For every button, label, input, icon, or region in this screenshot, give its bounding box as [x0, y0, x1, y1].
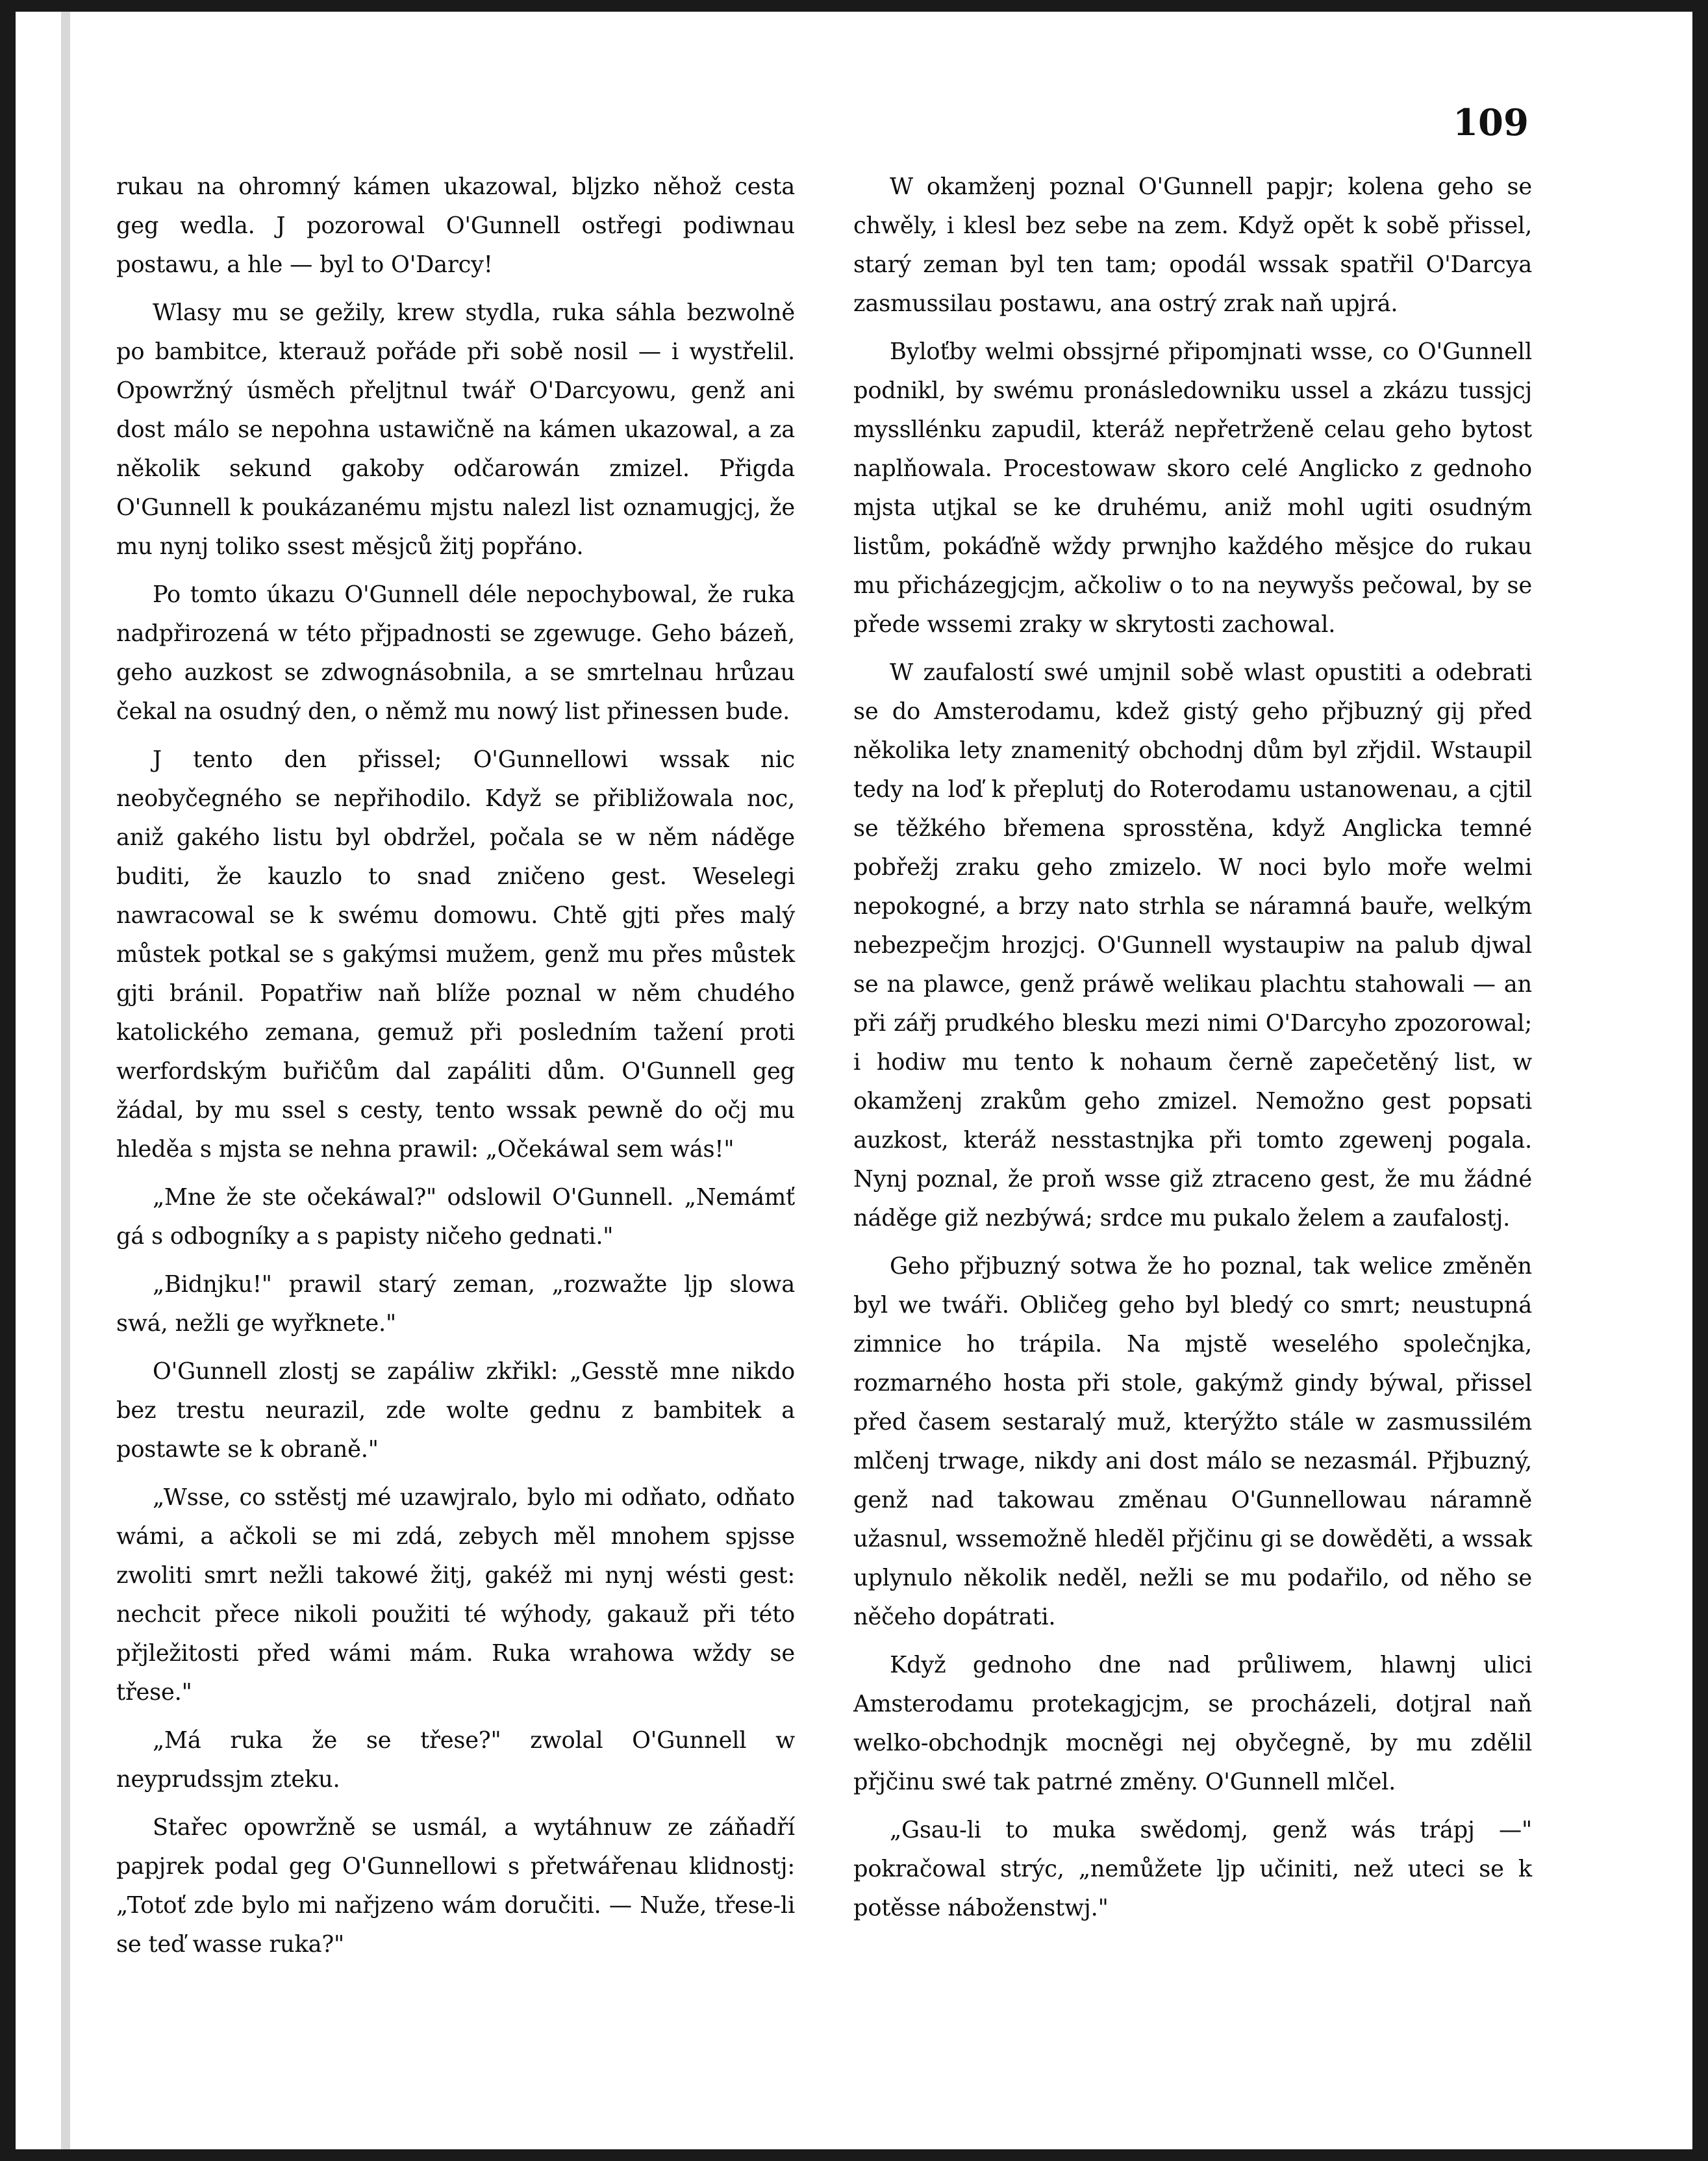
paragraph: Po tomto úkazu O'Gunnell déle nepochybowal, že ruka nadpřirozená w této přjpadnosti se zgewuge. Geho bázeň, geho auzkost se zdwognásobnila, a se smrtelnau hrůzau čekal na osudný den, o němž mu nowý list přinessen bude. — [116, 581, 795, 725]
paragraph: O'Gunnell zlostj se zapáliw zkřikl: „Gesstě mne nikdo bez trestu neurazil, zde wolte gednu z bambitek a postawte se k obraně." — [116, 1358, 795, 1463]
paragraph: rukau na ohromný kámen ukazowal, bljzko něhož cesta geg wedla. J pozorowal O'Gunnell ostřegi podiwnau postawu, a hle — byl to O'Darcy! — [116, 173, 795, 278]
paragraph: Geho přjbuzný sotwa že ho poznal, tak welice změněn byl we twáři. Obličeg geho byl bledý co smrt; neustupná zimnice ho trápila. Na mjstě weselého společnjka, rozmarného hosta při stole, gakýmž gindy býwal, přissel před časem sestaralý muž, kterýžto stále w zasmussilém mlčenj trwage, nikdy ani dost málo se nezasmál. Přjbuzný, genž nad takowau změnau O'Gunnellowau náramně užasnul, wssemožně hleděl přjčinu gi se dowěděti, a wssak uplynulo několik neděl, nežli se mu podařilo, od něho se něčeho dopátrati. — [853, 1253, 1532, 1630]
paragraph: J tento den přissel; O'Gunnellowi wssak nic neobyčegného se nepřihodilo. Když se přibližowala noc, aniž gakého listu byl obdržel, počala se w něm náděge buditi, že kauzlo to snad zničeno gest. Weselegi nawracowal se k swému domowu. Chtě gjti přes malý můstek potkal se s gakýmsi mužem, genž mu přes můstek gjti bránil. Popatřiw naň blíže poznal w něm chudého katolického zemana, gemuž při posledním tažení proti werfordským buřičům dal zapáliti dům. O'Gunnell geg žádal, by mu ssel s cesty, tento wssak pewně do očj mu hleděa s mjsta se nehna prawil: „Očekáwal sem wás!" — [116, 746, 795, 1163]
right-column — [853, 168, 1532, 1937]
book-page — [16, 12, 1692, 2149]
paragraph: „Mne že ste očekáwal?" odslowil O'Gunnell. „Nemámť gá s odbogníky a s papisty ničeho gednati." — [116, 1184, 795, 1250]
paragraph: „Gsau-li to muka swědomj, genž wás trápj —" pokračowal strýc, „nemůžete ljp učiniti, než uteci se k potěsse náboženstwj." — [853, 1817, 1532, 1921]
paragraph: Když gednoho dne nad průliwem, hlawnj ulici Amsterodamu protekagjcjm, se procházeli, dotjral naň welko-obchodnjk mocněgi nej obyčegně, by mu zdělil přjčinu swé tak patrné změny. O'Gunnell mlčel. — [853, 1652, 1532, 1795]
paragraph: „Bidnjku!" prawil starý zeman, „rozwažte ljp slowa swá, nežli ge wyřknete." — [116, 1271, 795, 1337]
paragraph: „Má ruka že se třese?" zwolal O'Gunnell w neyprudssjm zteku. — [116, 1727, 795, 1793]
paragraph: Wlasy mu se gežily, krew stydla, ruka sáhla bezwolně po bambitce, kterauž pořáde při sobě nosil — i wystřelil. Opowržný úsměch přeljtnul twář O'Darcyowu, genž ani dost málo se nepohna ustawičně na kámen ukazowal, a za několik sekund gakoby odčarowán zmizel. Přigda O'Gunnell k poukázanému mjstu nalezl list oznamugjcj, že mu nynj toliko ssest měsjců žitj popřáno. — [116, 299, 795, 560]
paragraph: Byloťby welmi obssjrné připomjnati wsse, co O'Gunnell podnikl, by swému pronásledowniku ussel a zkázu tussjcj myssllénku zapudil, kteráž nepřetrženě celau geho bytost naplňowala. Procestowaw skoro celé Anglicko z gednoho mjsta utjkal se ke druhému, aniž mohl ugiti osudným listům, pokáďně wždy prwnjho každého měsjce do rukau mu přicházegjcjm, ačkoliw o to na neywyšs pečowal, by se přede wssemi zraky w skrytosti zachowal. — [853, 338, 1532, 638]
paragraph: W zaufalostí swé umjnil sobě wlast opustiti a odebrati se do Amsterodamu, kdež gistý geho přjbuzný gij před několika lety znamenitý obchodnj dům byl zřjdil. Wstaupil tedy na loď k přeplutj do Roterodamu ustanowenau, a cjtil se těžkého břemena sprosstěna, když Anglicka temné pobřežj zraku geho zmizelo. W noci bylo moře welmi nepokogné, a brzy nato strhla se náramná bauře, welkým nebezpečjm hrozjcj. O'Gunnell wystaupiw na palub djwal se na plawce, genž práwě welikau plachtu stahowali — an při zářj prudkého blesku mezi nimi O'Darcyho zpozorowal; i hodiw mu tento k nohaum černě zapečetěný list, w okamženj zrakům geho zmizel. Nemožno gest popsati auzkost, kteráž nesstastnjka při tomto zgewenj pogala. Nynj poznal, že proň wsse giž ztraceno gest, že mu žádné náděge giž nezbýwá; srdce mu pukalo želem a zaufalostj. — [853, 659, 1532, 1232]
page-number: 109 — [1453, 101, 1529, 144]
binding-edge — [61, 12, 70, 2149]
paragraph: Stařec opowržně se usmál, a wytáhnuw ze záňadří papjrek podal geg O'Gunnellowi s přetwářenau klidnostj: „Totoť zde bylo mi nařjzeno wám doručiti. — Nuže, třese-li se teď wasse ruka?" — [116, 1814, 795, 1958]
paragraph: W okamženj poznal O'Gunnell papjr; kolena geho se chwěly, i klesl bez sebe na zem. Když opět k sobě přissel, starý zeman byl ten tam; opodál wssak spatřil O'Darcya zasmussilau postawu, ana ostrý zrak naň upjrá. — [853, 173, 1532, 317]
paragraph: „Wsse, co sstěstj mé uzawjralo, bylo mi odňato, odňato wámi, a ačkoli se mi zdá, zebych měl mnohem spjsse zwoliti smrt nežli takowé žitj, gakéž mi nynj wésti gest: nechcit přece nikoli použiti té wýhody, gakauž při této přjležitosti před wámi mám. Ruka wrahowa wždy se třese." — [116, 1484, 795, 1706]
left-column — [116, 168, 795, 1973]
